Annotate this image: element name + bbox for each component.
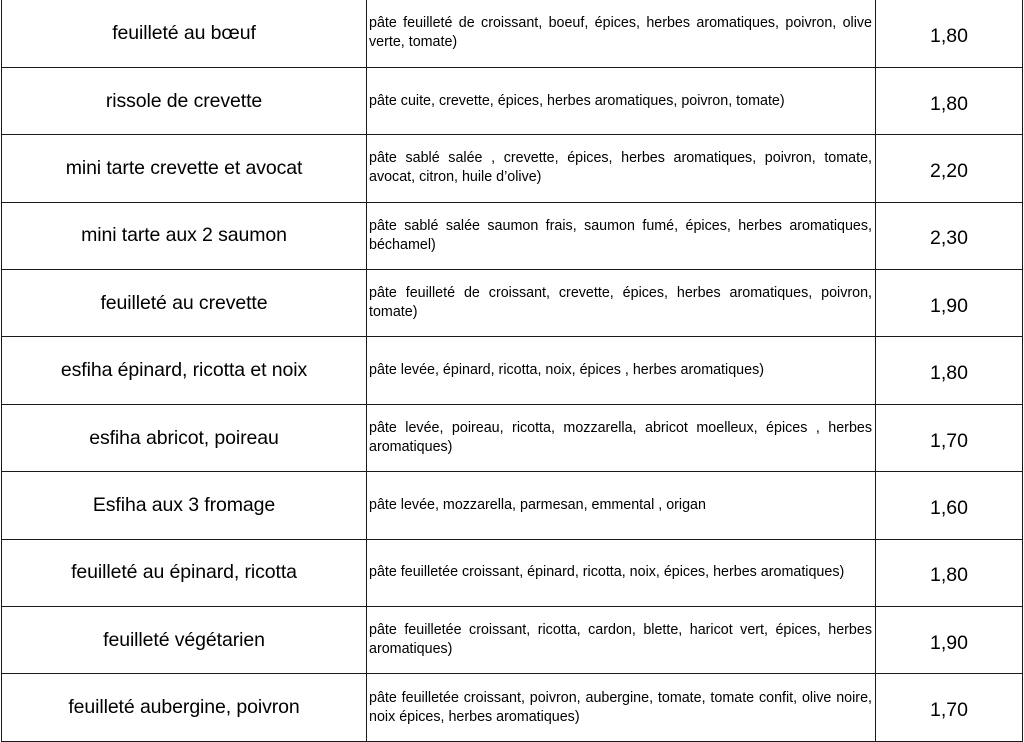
item-description: pâte levée, poireau, ricotta, mozzarella, abricot moelleux, épices , herbes aromatiques)	[367, 404, 876, 471]
item-description: pâte levée, épinard, ricotta, noix, épices , herbes aromatiques)	[367, 337, 876, 404]
item-description: pâte feuilletée croissant, épinard, ricotta, noix, épices, herbes aromatiques)	[367, 539, 876, 606]
item-price: 2,30	[876, 202, 1023, 269]
menu-table	[1, 0, 1023, 742]
item-description: pâte cuite, crevette, épices, herbes aromatiques, poivron, tomate)	[367, 67, 876, 134]
item-name: esfiha abricot, poireau	[2, 404, 367, 471]
item-description: pâte feuilleté de croissant, boeuf, épices, herbes aromatiques, poivron, olive verte, tomate)	[367, 0, 876, 67]
item-price: 2,20	[876, 135, 1023, 202]
item-price: 1,90	[876, 270, 1023, 337]
table-row	[2, 0, 1023, 67]
item-name: mini tarte aux 2 saumon	[2, 202, 367, 269]
table-row	[2, 539, 1023, 606]
table-row	[2, 472, 1023, 539]
item-name: esfiha épinard, ricotta et noix	[2, 337, 367, 404]
item-description: pâte feuilletée croissant, poivron, aubergine, tomate, tomate confit, olive noire, noix épices, herbes aromatiques)	[367, 674, 876, 741]
item-name: Esfiha aux 3 fromage	[2, 472, 367, 539]
item-description: pâte feuilleté de croissant, crevette, épices, herbes aromatiques, poivron, tomate)	[367, 270, 876, 337]
table-row	[2, 202, 1023, 269]
table-row	[2, 270, 1023, 337]
table-row	[2, 67, 1023, 134]
item-name: feuilleté au bœuf	[2, 0, 367, 67]
item-price: 1,80	[876, 337, 1023, 404]
item-price: 1,60	[876, 472, 1023, 539]
item-name: rissole de crevette	[2, 67, 367, 134]
item-description: pâte feuilletée croissant, ricotta, cardon, blette, haricot vert, épices, herbes aromatiques)	[367, 607, 876, 674]
item-name: feuilleté végétarien	[2, 607, 367, 674]
item-price: 1,70	[876, 674, 1023, 741]
item-price: 1,70	[876, 404, 1023, 471]
item-name: feuilleté au épinard, ricotta	[2, 539, 367, 606]
table-row	[2, 337, 1023, 404]
item-name: feuilleté aubergine, poivron	[2, 674, 367, 741]
item-description: pâte levée, mozzarella, parmesan, emmental , origan	[367, 472, 876, 539]
table-row	[2, 674, 1023, 741]
table-row	[2, 607, 1023, 674]
table-row	[2, 404, 1023, 471]
item-description: pâte sablé salée , crevette, épices, herbes aromatiques, poivron, tomate, avocat, citron, huile d’olive)	[367, 135, 876, 202]
table-row	[2, 135, 1023, 202]
item-name: feuilleté au crevette	[2, 270, 367, 337]
item-price: 1,80	[876, 67, 1023, 134]
item-description: pâte sablé salée saumon frais, saumon fumé, épices, herbes aromatiques, béchamel)	[367, 202, 876, 269]
item-name: mini tarte crevette et avocat	[2, 135, 367, 202]
item-price: 1,80	[876, 539, 1023, 606]
item-price: 1,80	[876, 0, 1023, 67]
item-price: 1,90	[876, 607, 1023, 674]
